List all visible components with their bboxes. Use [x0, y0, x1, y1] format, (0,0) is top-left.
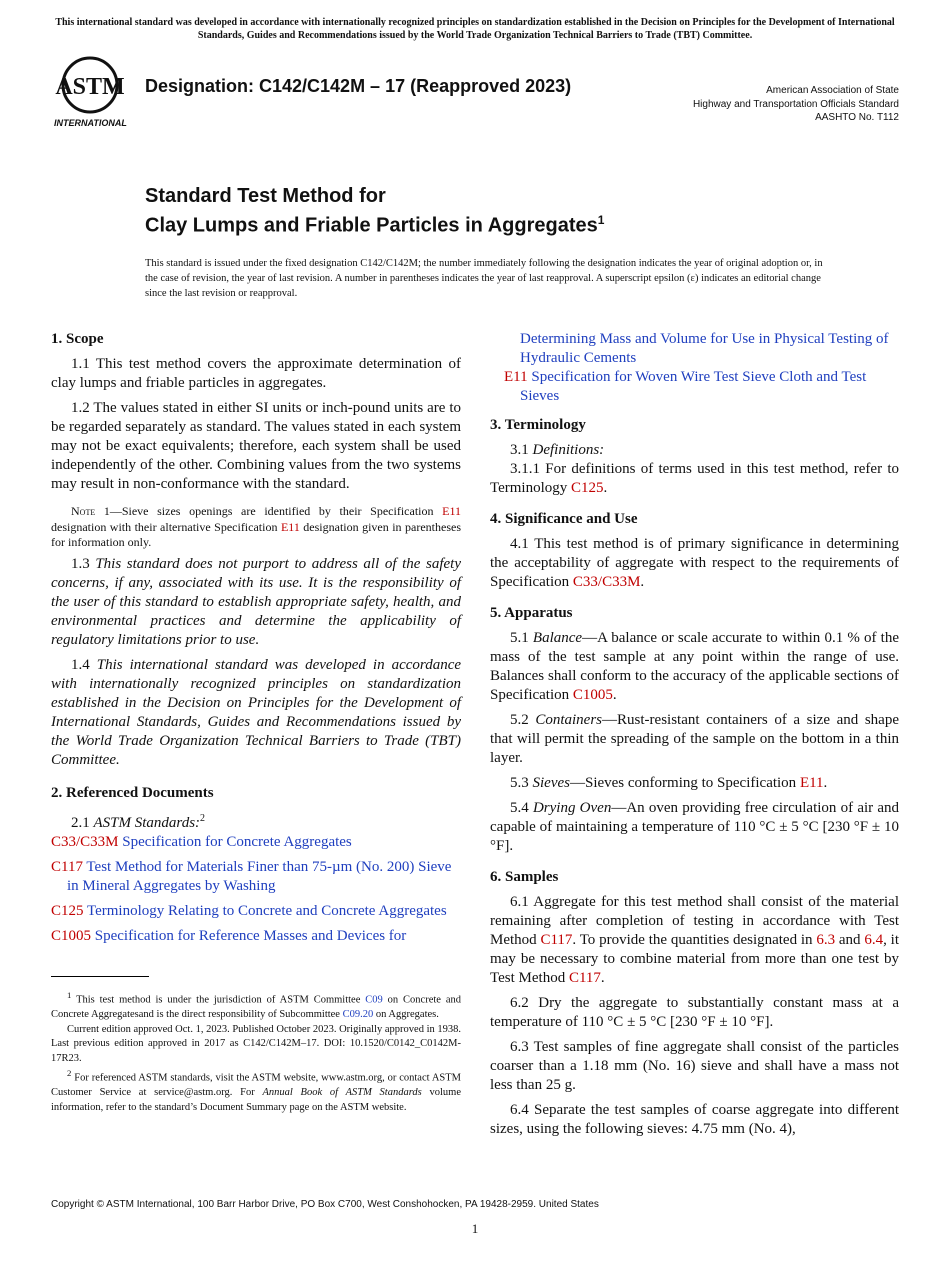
ref-item — [490, 368, 899, 406]
designation: Designation: C142/C142M – 17 (Reapproved 2023) — [145, 76, 572, 96]
ref-link[interactable]: E11 — [799, 775, 824, 791]
paragraph — [51, 809, 461, 833]
para-text: —An oven providing free circulation of air and capable of maintaining a temperature of 110 °C ± 5 °C [230 °F ± 10 °F]. — [490, 800, 899, 854]
para-text: —Sieves conforming to Specification — [569, 775, 800, 791]
paragraph: 3.1.1 For definitions of terms used in this test method, refer to Terminology C125. — [490, 461, 899, 496]
paragraph: 6.1 Aggregate for this test method shall consist of the material remaining after completion of testing in accordance with Test Method C117. To provide the quantities designated in 6.3 and 6.4, it may be necessary to combine material from more than one test by Test Method C117. — [490, 894, 899, 986]
ref-item — [51, 858, 461, 896]
para-text: , it may be necessary to combine material from more than one test by Test Method — [490, 932, 899, 986]
note-label: Note — [71, 504, 96, 518]
subcommittee-link[interactable]: C09.20 — [342, 1009, 374, 1020]
ref-link[interactable]: C1005 — [572, 687, 613, 703]
paragraph: 5.1 Balance—A balance or scale accurate to within 0.1 % of the mass of the test sample at any point within the range of use. Balances shall conform to the accuracy of the applicable sections of Specification C1005. — [490, 630, 900, 703]
para-text: This international standard was developed in accordance with internationally recognized principles on standardization established in the Decision on Principles for the Development of International Standards, Guides and Recommendations issued by the World Trade Organization Technical Barriers to Trade (TBT) Committee. — [51, 656, 462, 768]
para-text: and — [835, 932, 865, 948]
title-line2 — [145, 208, 604, 238]
aashto-line: AASHTO No. T112 — [815, 112, 899, 123]
paragraph: 1.2 The values stated in either SI units or inch-pound units are to be regarded separately as standard. The values stated in each system may not be exact equivalents; therefore, each system shall be used independently of the other. Combining values from the two systems may result in non-conformance with the standard. — [51, 400, 461, 492]
title-footnote-mark[interactable]: 1 — [597, 213, 605, 227]
ref-title[interactable]: Specification for Concrete Aggregates — [118, 833, 352, 850]
footnote-mark[interactable]: 2 — [200, 812, 206, 824]
para-number: 2.1 — [71, 814, 94, 831]
paragraph: 6.4 Separate the test samples of coarse aggregate into different sizes, using the following sieves: 4.75 mm (No. 4), — [490, 1102, 899, 1137]
footnote-text: on Aggregates. — [373, 1009, 439, 1020]
section-heading: 5. Apparatus — [490, 605, 573, 621]
ref-link[interactable]: C33/C33M — [572, 574, 641, 590]
paragraph — [490, 441, 899, 460]
top-notice: This international standard was developed in accordance with internationally recognized principles on standardization established in the Decision on Principles for the Development of International Standards, Guides and Recommendations issued by the World Trade Organization Technical Barriers to Trade (TBT) Committee. — [55, 17, 895, 41]
paragraph: 6.2 Dry the aggregate to substantially constant mass at a temperature of 110 °C ± 5 °C [230 °F ± 10 °F]. — [490, 995, 899, 1030]
para-text: This standard does not purport to address all of the safety concerns, if any, associated with its use. It is the responsibility of the user of this standard to establish appropriate safety, health, and environmental practices and determine the applicability of regulatory limitations prior to use. — [51, 555, 462, 648]
ref-link[interactable]: E11 — [442, 504, 461, 518]
paragraph — [490, 711, 899, 768]
section-heading: 4. Significance and Use — [490, 511, 638, 527]
note-text: 1—Sieve sizes openings are identified by their Specification — [95, 504, 443, 518]
para-text: 6.1 Aggregate for this test method shall consist of the material remaining after completion of testing in accordance with Test Method — [490, 894, 899, 948]
left-column — [51, 330, 461, 952]
copyright: Copyright © ASTM International, 100 Barr Harbor Drive, PO Box C700, West Conshohocken, PA 19428-2959. United States — [51, 1199, 599, 1210]
section-heading: 2. Referenced Documents — [51, 784, 214, 801]
footnote: Current edition approved Oct. 1, 2023. Published October 2023. Originally approved in 1938. Last previous edition approved in 2017 as C142/C142M–17. DOI: 10.1520/C0142_C0142M-17R23. — [51, 1023, 461, 1064]
ref-title[interactable]: Terminology Relating to Concrete and Concrete Aggregates — [83, 902, 447, 919]
term: Drying Oven — [532, 800, 612, 816]
para-number: 5.3 — [510, 775, 533, 791]
ref-item — [51, 833, 461, 852]
paragraph: 4.1 This test method is of primary significance in determining the acceptability of aggregate with respect to the requirements of Specification C33/C33M. — [490, 536, 899, 590]
section-link[interactable]: 6.4 — [864, 932, 884, 948]
para-text: . To provide the quantities designated in — [572, 932, 817, 948]
ref-link[interactable]: C125 — [571, 480, 604, 496]
paragraph: 6.3 Test samples of fine aggregate shall consist of the particles coarser than a 1.18 mm (No. 16) sieve and shall have a mass not less than 25 g. — [490, 1039, 899, 1093]
section-heading: 3. Terminology — [490, 417, 586, 433]
title-line1: Standard Test Method for — [145, 185, 386, 207]
para-number: 1.4 — [71, 656, 97, 673]
ref-item — [51, 902, 461, 921]
para-text: 4.1 This test method is of primary significance in determining the acceptability of aggregate with respect to the requirements of Specification — [490, 536, 899, 590]
para-number: 5.2 — [510, 712, 536, 728]
note — [51, 504, 461, 551]
footnote-text: on Concrete and Concrete Aggregatesand is the direct responsibility of Subcommittee — [51, 994, 462, 1020]
title-main: Clay Lumps and Friable Particles in Aggregates — [145, 214, 598, 237]
ref-link[interactable]: C117 — [540, 932, 573, 948]
svg-text:ASTM: ASTM — [55, 74, 125, 100]
ref-link[interactable]: C117 — [568, 970, 601, 986]
footnote — [51, 988, 461, 1023]
ref-code[interactable]: C1005 — [51, 927, 92, 944]
footnote-text: For referenced ASTM standards, visit the ASTM website, www.astm.org, or contact ASTM Customer Service at service@astm.org. For — [51, 1072, 461, 1098]
paragraph — [51, 656, 461, 770]
section-heading: 6. Samples — [490, 869, 559, 885]
para-text: 3.1.1 For definitions of terms used in this test method, refer to Terminology — [490, 461, 899, 496]
ref-continuation[interactable]: Determining Mass and Volume for Use in Physical Testing of Hydraulic Cements — [520, 331, 889, 366]
paragraph — [51, 555, 461, 650]
page-number: 1 — [471, 1221, 479, 1236]
issuance-statement: This standard is issued under the fixed designation C142/C142M; the number immediately following the designation indicates the year of original adoption or, in the case of revision, the year of last revision. A number in parentheses indicates the year of last reapproval. A superscript epsilon (ε) indicates an editorial change since the last revision or reapproval. — [145, 258, 823, 299]
ref-title[interactable]: Specification for Woven Wire Test Sieve Cloth and Test Sieves — [520, 369, 867, 404]
footnote-divider — [51, 976, 149, 977]
logo-caption: INTERNATIONAL — [54, 118, 127, 128]
document-title — [145, 184, 604, 238]
term: Sieves — [532, 775, 570, 791]
aashto-line: Highway and Transportation Officials Standard — [692, 98, 899, 110]
para-text: —A balance or scale accurate to within 0.1 % of the mass of the test sample at any point within the range of use. Balances shall conform to the accuracy of the applicable sections of Specification — [490, 630, 900, 703]
para-number: 3.1 — [510, 442, 533, 458]
para-text: —Rust-resistant containers of a size and shape that will permit the spreading of the sample on the bottom in a thin layer. — [490, 712, 899, 766]
footnote-text: This test method is under the jurisdiction of ASTM Committee — [71, 994, 366, 1006]
para-text: Definitions: — [532, 442, 605, 458]
note-text: designation given in parentheses for information only. — [51, 519, 461, 549]
ref-code[interactable]: C125 — [51, 902, 84, 919]
committee-link[interactable]: C09 — [365, 994, 383, 1006]
ref-code[interactable]: E11 — [504, 369, 528, 385]
aashto-block — [693, 84, 899, 125]
paragraph: 5.3 Sieves—Sieves conforming to Specification E11. — [510, 775, 828, 791]
ref-title[interactable]: Specification for Reference Masses and Devices for — [91, 927, 407, 944]
footnote-number: 1 — [67, 990, 72, 1000]
term: Containers — [535, 712, 603, 728]
para-number: 5.1 — [510, 630, 533, 646]
section-link[interactable]: 6.3 — [816, 932, 836, 948]
ref-link[interactable]: E11 — [280, 519, 300, 534]
right-column — [490, 330, 899, 1145]
paragraph — [490, 799, 899, 856]
ref-title[interactable]: Test Method for Materials Finer than 75-µm (No. 200) Sieve in Mineral Aggregates by Washing — [67, 858, 452, 894]
para-number: 1.3 — [71, 555, 96, 572]
footnotes — [51, 988, 461, 1115]
para-text: ASTM Standards: — [93, 814, 201, 831]
paragraph: 1.1 This test method covers the approximate determination of clay lumps and friable particles in aggregates. — [51, 356, 461, 391]
astm-logo — [54, 56, 134, 130]
footnote-number: 2 — [67, 1068, 72, 1078]
ref-item — [51, 927, 461, 946]
section-heading: 1. Scope — [51, 331, 104, 347]
ref-code[interactable]: C33/C33M — [51, 833, 119, 850]
aashto-line: American Association of State — [766, 85, 899, 96]
ref-code[interactable]: C117 — [51, 858, 83, 875]
footnote — [51, 1066, 461, 1115]
note-text: designation with their alternative Specification — [51, 519, 281, 534]
term: Balance — [532, 630, 583, 646]
para-number: 5.4 — [510, 800, 533, 816]
footnote-text: Annual Book of ASTM Standards — [262, 1087, 422, 1098]
footnote-text: volume information, refer to the standard’s Document Summary page on the ASTM website. — [51, 1087, 461, 1113]
